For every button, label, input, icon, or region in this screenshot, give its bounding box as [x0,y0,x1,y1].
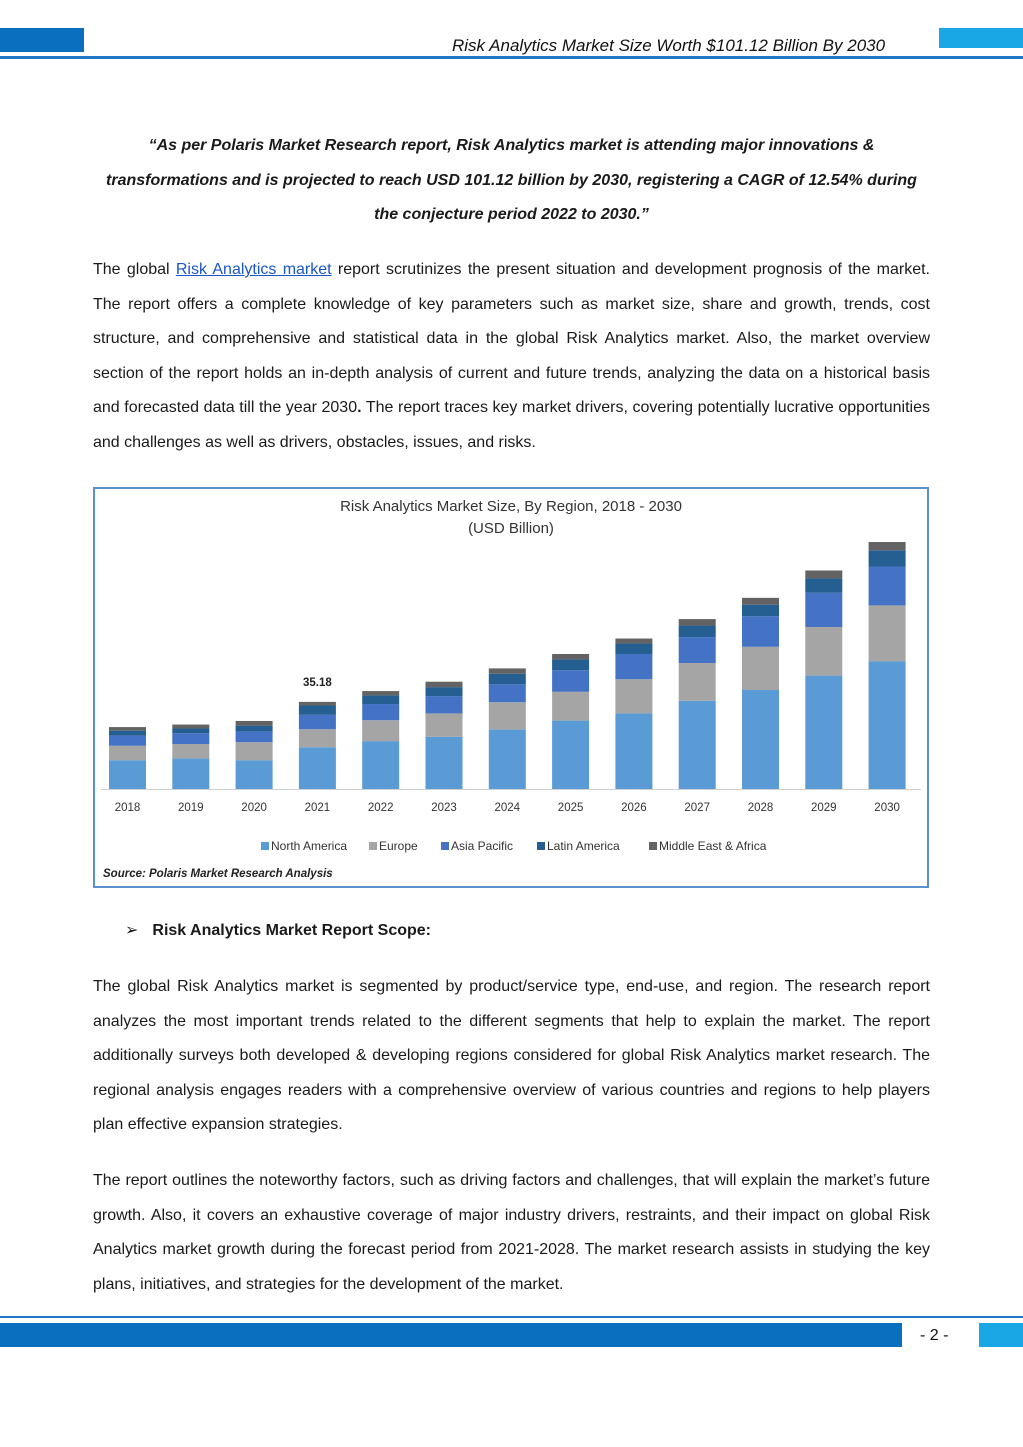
header-rule [0,56,1023,59]
chart-source: Source: Polaris Market Research Analysis [103,868,333,880]
bar-segment-2027-0 [679,701,716,789]
page-header-title: Risk Analytics Market Size Worth $101.12 Billion By 2030 [452,36,886,55]
bar-segment-2029-1 [805,627,842,676]
bar-segment-2025-3 [552,659,589,670]
bar-segment-2020-3 [236,726,273,732]
report-scope-heading [125,920,431,940]
x-tick-label-2022: 2022 [367,802,394,814]
footer-rule [0,1316,1023,1318]
arrow-bullet-icon: ➢ [125,922,139,939]
x-tick-label-2024: 2024 [494,802,521,814]
x-tick-label-2026: 2026 [621,802,647,814]
bar-segment-2024-1 [489,702,526,729]
bar-segment-2021-1 [299,729,336,747]
bar-segment-2026-1 [615,679,652,713]
quote-line-1: “As per Polaris Market Research report, Risk Analytics market is attending major innovations & [148,137,875,154]
legend-label-4: Middle East & Africa [659,839,767,853]
legend-swatch-4 [649,842,657,850]
bar-segment-2022-0 [362,741,399,789]
bar-segment-2023-0 [426,737,463,789]
bar-segment-2022-1 [362,720,399,741]
footer-accent-right [979,1323,1023,1347]
risk-analytics-market-link[interactable]: Risk Analytics market [175,261,332,278]
legend-label-3: Latin America [547,839,620,853]
chart-subtitle: (USD Billion) [468,520,554,537]
bar-segment-2023-1 [426,713,463,736]
bar-segment-2028-0 [742,690,779,789]
bar-segment-2019-2 [172,733,209,744]
bar-segment-2025-1 [552,692,589,721]
x-tick-label-2020: 2020 [241,802,267,814]
legend-swatch-0 [261,842,269,850]
bar-segment-2021-4 [299,702,336,706]
bar-segment-2021-0 [299,747,336,789]
bar-segment-2025-4 [552,654,589,659]
bar-segment-2024-4 [489,668,526,673]
bar-segment-2023-4 [426,682,463,687]
bar-segment-2019-1 [172,744,209,758]
bar-segment-2024-2 [489,684,526,702]
header-accent-left [0,28,84,52]
bar-segment-2030-2 [869,567,906,606]
intro-tail: The report traces key market drivers, covering potentially lucrative opportunities and challenges as well as drivers, obstacles, issues, and risks. [93,399,930,451]
bar-segment-2022-3 [362,695,399,704]
bar-segment-2028-2 [742,616,779,647]
bar-segment-2025-2 [552,670,589,692]
intro-bold-dot: . [357,399,362,417]
bar-segment-2018-3 [109,731,146,736]
x-tick-label-2028: 2028 [747,802,774,814]
bar-segment-2018-1 [109,746,146,760]
bar-segment-2021-3 [299,705,336,714]
legend-swatch-2 [441,842,449,850]
chart-title: Risk Analytics Market Size, By Region, 2018 - 2030 [340,498,682,515]
bar-segment-2029-0 [805,676,842,789]
bar-segment-2020-2 [236,731,273,742]
x-tick-label-2029: 2029 [811,802,837,814]
chart-plot [95,489,927,886]
legend-swatch-1 [369,842,377,850]
bar-segment-2026-4 [615,639,652,644]
bar-segment-2021-2 [299,715,336,729]
bar-segment-2024-3 [489,674,526,684]
bar-segment-2018-0 [109,760,146,789]
bar-segment-2018-4 [109,727,146,731]
bar-segment-2027-3 [679,626,716,638]
intro-paragraph [93,253,930,461]
bar-segment-2025-0 [552,721,589,789]
market-size-chart [93,487,929,888]
bar-segment-2022-2 [362,704,399,720]
x-tick-label-2023: 2023 [431,802,457,814]
bar-segment-2026-0 [615,713,652,789]
legend-label-1: Europe [379,839,418,853]
scope-paragraph: The global Risk Analytics market is segmented by product/service type, end-use, and region. The research report analyzes the most important trends related to the different segments that help to explain the market. The report additionally surveys both developed & developing regions considered for global Risk Analytics market research. The regional analysis engages readers with a comprehensive overview of various countries and regions to help players plan effective expansion strategies. [93,978,930,1134]
x-tick-label-2025: 2025 [557,802,584,814]
x-tick-label-2019: 2019 [178,802,204,814]
bar-segment-2028-1 [742,647,779,690]
intro-prefix: The global [93,261,176,278]
bar-segment-2020-0 [236,760,273,789]
bar-segment-2019-0 [172,758,209,789]
bar-segment-2023-2 [426,696,463,713]
bar-segment-2028-4 [742,598,779,605]
footer-accent-bar [0,1323,902,1347]
legend-label-2: Asia Pacific [451,839,514,853]
report-scope-title: Risk Analytics Market Report Scope: [152,922,432,939]
x-tick-label-2018: 2018 [114,802,141,814]
bar-segment-2027-4 [679,619,716,625]
bar-segment-2029-3 [805,578,842,592]
highlight-quote [93,129,930,233]
data-label-2021: 35.18 [303,676,332,689]
intro-body: report scrutinizes the present situation and development prognosis of the market. The report offers a complete knowledge of key parameters such as market size, share and growth, trends, cost structure, and comprehensive and statistical data in the global Risk Analytics market. Also, the market overview section of the report holds an in-depth analysis of current and future trends, analyzing the data on a historical basis and forecasted data till the year 2030 [93,261,930,417]
bar-segment-2027-1 [679,663,716,701]
page-number: - 2 - [920,1327,949,1344]
bar-segment-2019-4 [172,725,209,729]
legend-label-0: North America [271,839,348,853]
legend-swatch-3 [537,842,545,850]
x-tick-label-2027: 2027 [684,802,710,814]
bar-segment-2027-2 [679,637,716,663]
bar-segment-2029-4 [805,570,842,578]
x-tick-label-2030: 2030 [874,802,900,814]
bar-segment-2030-3 [869,550,906,566]
bar-segment-2030-1 [869,605,906,661]
bar-segment-2020-4 [236,721,273,726]
bar-segment-2028-3 [742,605,779,617]
outlook-paragraph: The report outlines the noteworthy factors, such as driving factors and challenges, that will explain the market’s future growth. Also, it covers an exhaustive coverage of major industry drivers, restraints, and their impact on global Risk Analytics market growth during the forecast period from 2021-2028. The market research assists in studying the key plans, initiatives, and strategies for the development of the market. [93,1172,930,1293]
bar-segment-2026-2 [615,654,652,679]
bar-segment-2030-4 [869,542,906,550]
bar-segment-2018-2 [109,736,146,746]
quote-line-2: transformations and is projected to reach USD 101.12 billion by 2030, registering a CAGR of 12.54% during [106,171,917,189]
bar-segment-2030-0 [869,661,906,789]
bar-segment-2023-3 [426,687,463,696]
bar-segment-2019-3 [172,729,209,734]
bar-segment-2022-4 [362,691,399,695]
bar-segment-2024-0 [489,730,526,789]
bar-segment-2026-3 [615,644,652,654]
quote-line-3: the conjecture period 2022 to 2030.” [374,206,649,224]
bar-segment-2020-1 [236,742,273,760]
header-accent-right [939,28,1023,48]
bar-segment-2029-2 [805,593,842,627]
x-tick-label-2021: 2021 [304,802,331,814]
